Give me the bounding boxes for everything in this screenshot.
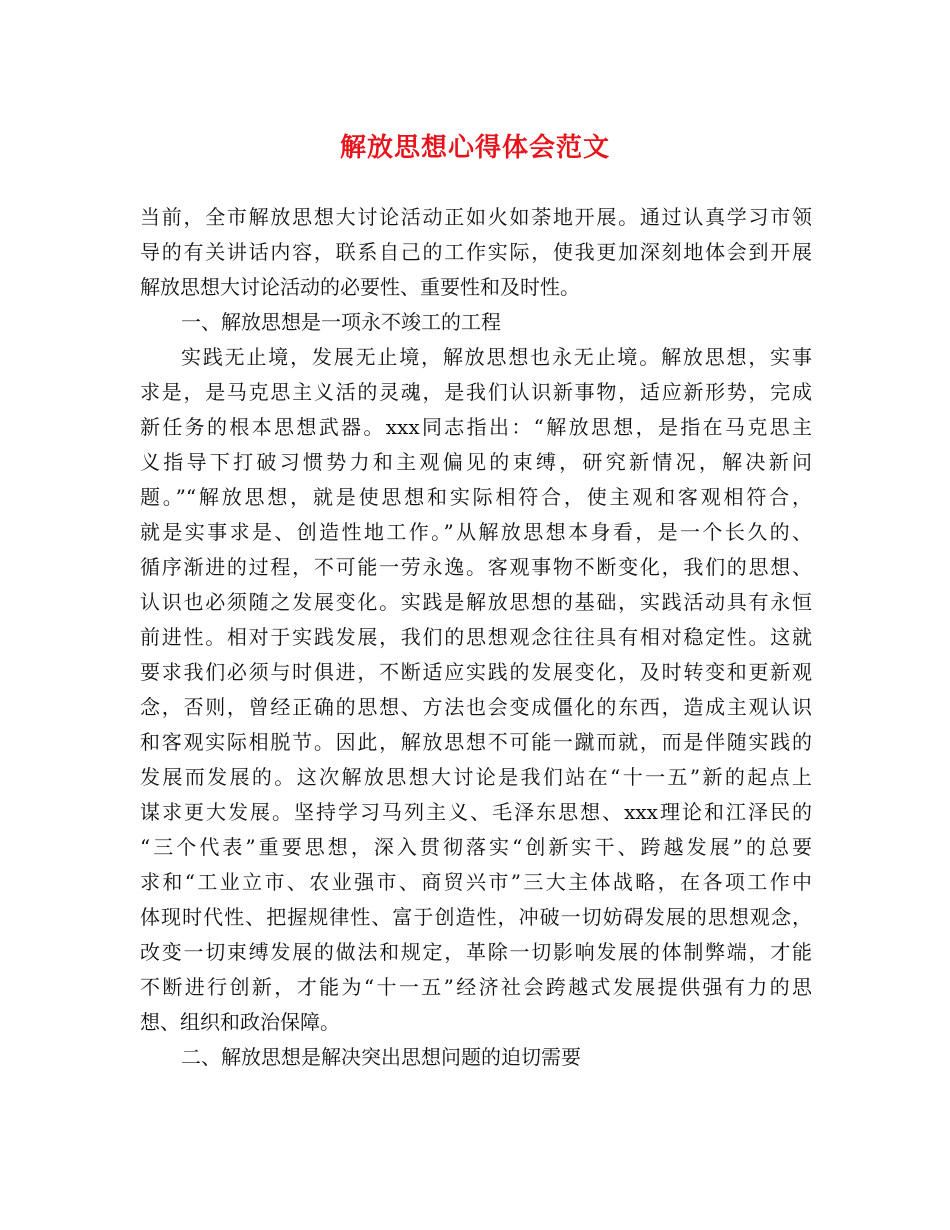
paragraph-line: 新任务的根本思想武器。xxx同志指出：“解放思想，是指在马克思主 (140, 415, 812, 439)
paragraph-line: 前进性。相对于实践发展，我们的思想观念往往具有相对稳定性。这就 (140, 625, 812, 649)
paragraph-line: 谋求更大发展。坚持学习马列主义、毛泽东思想、xxx理论和江泽民的 (140, 800, 812, 824)
paragraph-line: 改变一切束缚发展的做法和规定，革除一切影响发展的体制弊端，才能 (140, 940, 812, 964)
paragraph-line: “三个代表”重要思想，深入贯彻落实“创新实干、跨越发展”的总要 (140, 835, 812, 859)
paragraph-line: 发展而发展的。这次解放思想大讨论是我们站在“十一五”新的起点上 (140, 765, 812, 789)
paragraph-line: 义指导下打破习惯势力和主观偏见的束缚，研究新情况，解决新问 (140, 450, 812, 474)
paragraph-line: 当前，全市解放思想大讨论活动正如火如荼地开展。通过认真学习市领 (140, 205, 812, 229)
paragraph-line: 和客观实际相脱节。因此，解放思想不可能一蹴而就，而是伴随实践的 (140, 730, 812, 754)
paragraph-line: 想、组织和政治保障。 (140, 1010, 340, 1034)
paragraph-line: 认识也必须随之发展变化。实践是解放思想的基础，实践活动具有永恒 (140, 590, 812, 614)
paragraph-line: 解放思想大讨论活动的必要性、重要性和及时性。 (140, 275, 580, 299)
paragraph-line: 求和“工业立市、农业强市、商贸兴市”三大主体战略，在各项工作中 (140, 870, 812, 894)
paragraph-line: 体现时代性、把握规律性、富于创造性，冲破一切妨碍发展的思想观念， (140, 905, 812, 929)
section-heading: 二、解放思想是解决突出思想问题的迫切需要 (181, 1045, 581, 1069)
paragraph-line: 念，否则，曾经正确的思想、方法也会变成僵化的东西，造成主观认识 (140, 695, 812, 719)
document-title: 解放思想心得体会范文 (339, 133, 610, 163)
paragraph-line: 导的有关讲话内容，联系自己的工作实际，使我更加深刻地体会到开展 (140, 240, 812, 264)
paragraph-line: 实践无止境，发展无止境，解放思想也永无止境。解放思想，实事 (181, 345, 812, 369)
paragraph-line: 循序渐进的过程，不可能一劳永逸。客观事物不断变化，我们的思想、 (140, 555, 812, 579)
paragraph-line: 就是实事求是、创造性地工作。”从解放思想本身看，是一个长久的、 (140, 520, 812, 544)
paragraph-line: 求是，是马克思主义活的灵魂，是我们认识新事物，适应新形势，完成 (140, 380, 812, 404)
paragraph-line: 题。”“解放思想，就是使思想和实际相符合，使主观和客观相符合， (140, 485, 812, 509)
document-body (140, 200, 812, 1075)
paragraph-line: 要求我们必须与时俱进，不断适应实践的发展变化，及时转变和更新观 (140, 660, 812, 684)
section-heading: 一、解放思想是一项永不竣工的工程 (181, 310, 501, 334)
paragraph-line: 不断进行创新，才能为“十一五”经济社会跨越式发展提供强有力的思 (140, 975, 812, 999)
